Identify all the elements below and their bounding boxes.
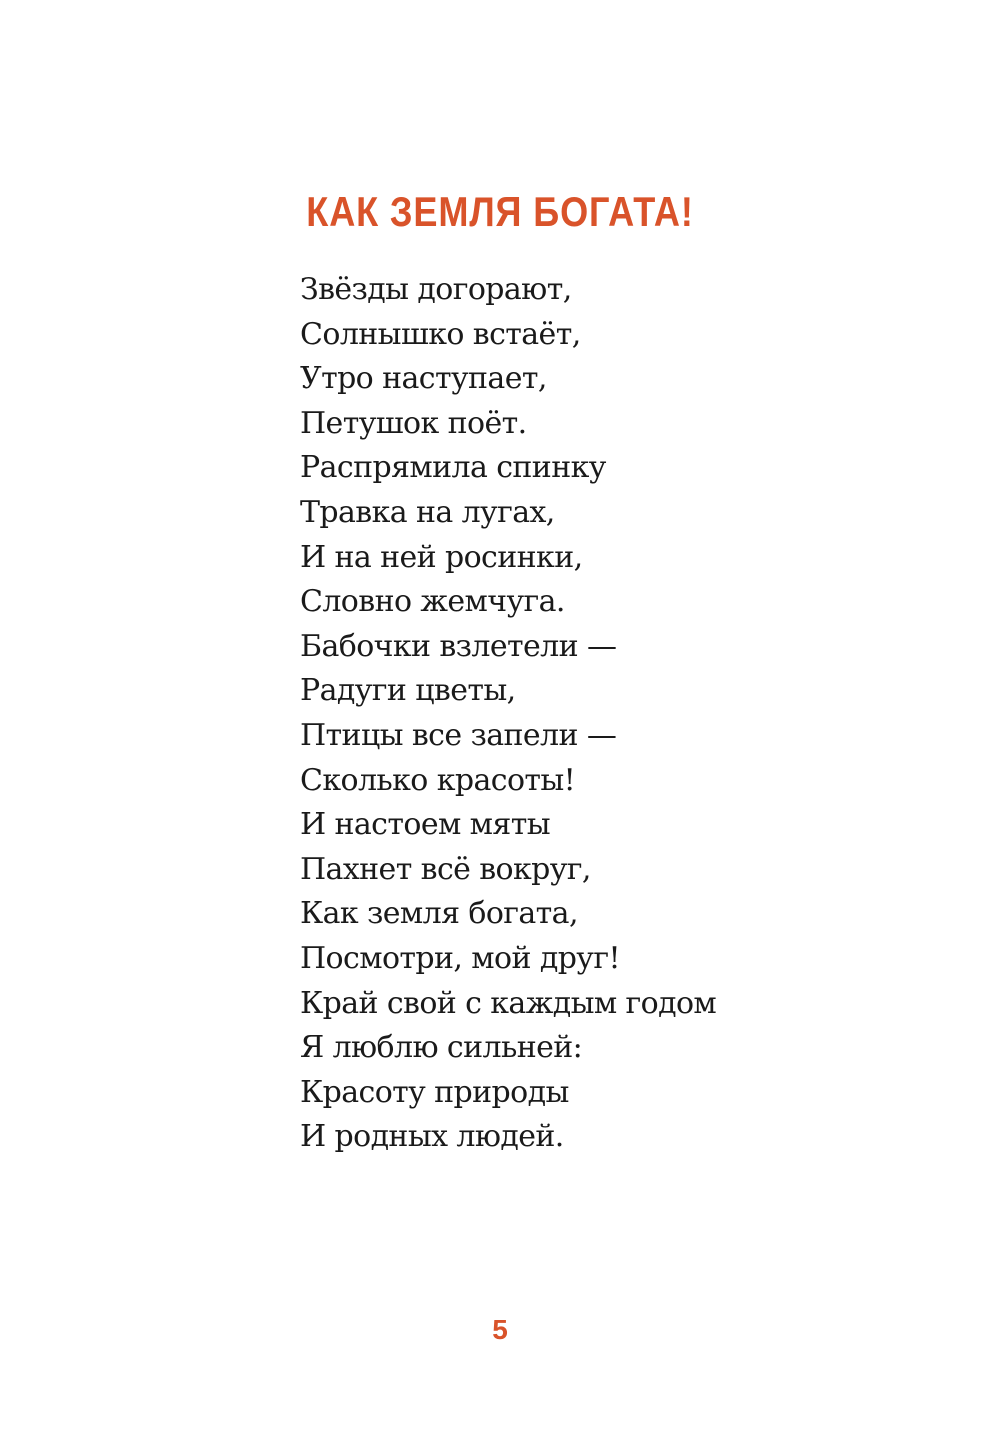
poem-line: И на ней росинки, bbox=[300, 539, 583, 575]
poem-line: Звёзды догорают, bbox=[300, 272, 572, 307]
poem-line: Распрямила спинку bbox=[300, 450, 606, 486]
poem-line: Я люблю сильней: bbox=[300, 1030, 583, 1066]
poem-line: Как земля богата, bbox=[300, 896, 578, 932]
poem-line: Травка на лугах, bbox=[300, 494, 555, 530]
page-number: 5 bbox=[492, 1314, 508, 1345]
poem-line: Петушок поёт. bbox=[300, 405, 527, 441]
poem-body bbox=[300, 268, 960, 1160]
poem-title: КАК ЗЕМЛЯ БОГАТА! bbox=[306, 188, 694, 235]
poem-line: Солнышко встаёт, bbox=[300, 316, 581, 352]
poem-line: И настоем мяты bbox=[300, 807, 550, 843]
poem-line: Словно жемчуга. bbox=[300, 584, 565, 620]
poem-line: Сколько красоты! bbox=[300, 762, 576, 798]
poem-line: Пахнет всё вокруг, bbox=[300, 851, 591, 887]
poem-line: И родных людей. bbox=[300, 1119, 564, 1155]
poem-line: Посмотри, мой друг! bbox=[300, 940, 620, 976]
poem-line: Бабочки взлетели — bbox=[300, 628, 617, 664]
poem-line: Радуги цветы, bbox=[300, 673, 516, 709]
poem-line: Край свой с каждым годом bbox=[300, 985, 717, 1021]
poem-line: Красоту природы bbox=[300, 1074, 569, 1110]
poem-line: Утро наступает, bbox=[300, 361, 547, 397]
poem-line: Птицы все запели — bbox=[300, 717, 617, 753]
